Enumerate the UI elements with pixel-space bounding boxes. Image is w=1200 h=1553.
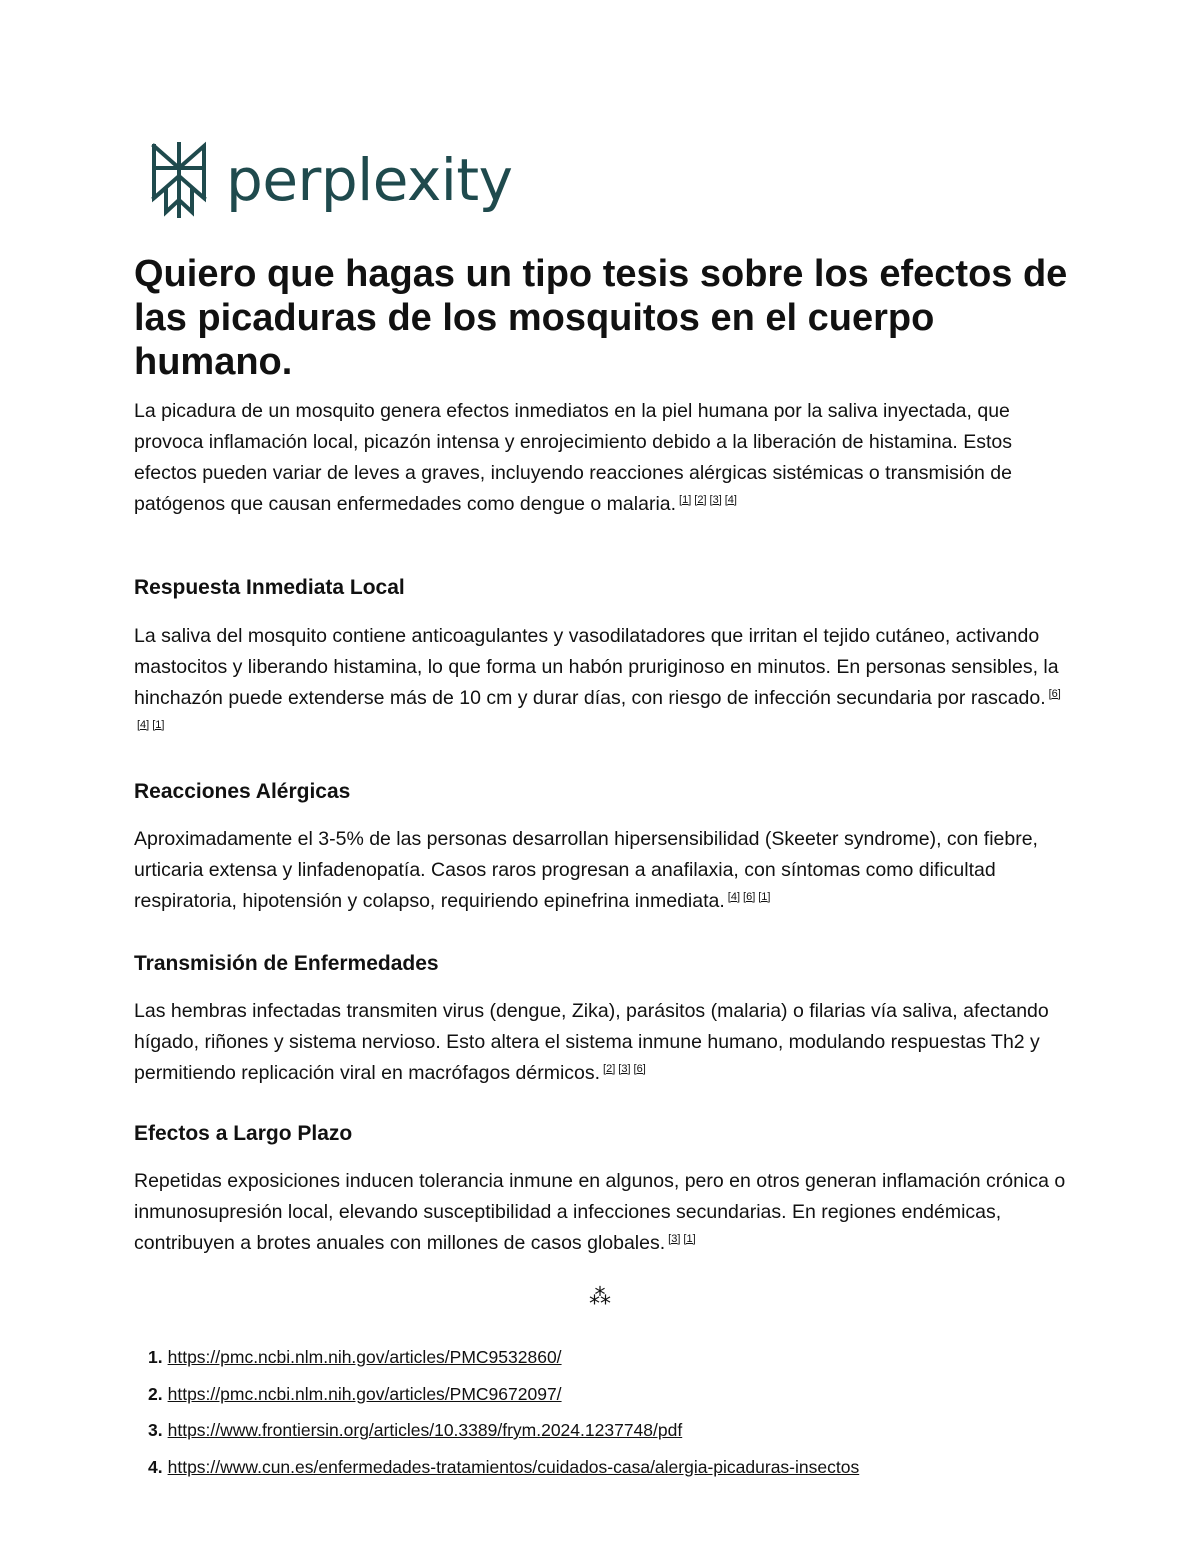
citation-link[interactable]: [1] — [679, 493, 692, 506]
citation-link[interactable]: [1] — [683, 1232, 696, 1245]
intro-text: La picadura de un mosquito genera efectos inmediatos en la piel humana por la saliva inyectada, que provoca inflamación local, picazón intensa y enrojecimiento debido a la liberación de histamina. Estos efectos pueden variar de leves a graves, incluyendo reacciones alérgicas sistémicas o transmisión de patógenos que causan enfermedades como dengue o malaria. — [134, 400, 1012, 515]
citation-link[interactable]: [1] — [758, 890, 771, 903]
section-paragraph — [134, 621, 1074, 745]
citation-link[interactable]: [3] — [709, 493, 722, 506]
reference-number: 1. — [148, 1347, 163, 1367]
section-heading: Efectos a Largo Plazo — [134, 1122, 353, 1145]
reference-link[interactable]: https://www.frontiersin.org/articles/10.3389/frym.2024.1237748/pdf — [167, 1420, 683, 1440]
brand-wordmark: perplexity — [226, 146, 513, 214]
intro-paragraph — [134, 396, 1074, 520]
reference-number: 4. — [148, 1456, 163, 1477]
section-heading: Transmisión de Enfermedades — [134, 952, 439, 975]
section-heading: Reacciones Alérgicas — [134, 780, 351, 803]
section-text: Aproximadamente el 3-5% de las personas desarrollan hipersensibilidad (Skeeter syndrome), con fiebre, urticaria extensa y linfadenopatía. Casos raros progresan a anafilaxia, con síntomas como dificultad respiratoria, hipotensión y colapso, requiriendo epinefrina inmediata. — [134, 828, 1038, 912]
reference-item — [148, 1419, 859, 1456]
reference-item — [148, 1346, 859, 1383]
reference-link[interactable]: https://pmc.ncbi.nlm.nih.gov/articles/PMC9672097/ — [167, 1383, 562, 1404]
section-paragraph — [134, 996, 1074, 1089]
section-text: Repetidas exposiciones inducen tolerancia inmune en algunos, pero en otros generan inflamación crónica o inmunosupresión local, elevando susceptibilidad a infecciones secundarias. En regiones endémicas, contribuyen a brotes anuales con millones de casos globales. — [134, 1170, 1066, 1254]
section-paragraph — [134, 1166, 1074, 1259]
citation-link[interactable]: [4] — [727, 890, 741, 903]
reference-number: 3. — [148, 1420, 163, 1440]
citation-link[interactable]: [3] — [618, 1062, 631, 1075]
perplexity-logo — [146, 140, 512, 220]
page-title: Quiero que hagas un tipo tesis sobre los efectos de las picaduras de los mosquitos en el cuerpo humano. — [134, 253, 1068, 383]
citation-link[interactable]: [6] — [1048, 687, 1061, 700]
reference-item — [148, 1456, 859, 1493]
reference-link[interactable]: https://www.cun.es/enfermedades-tratamientos/cuidados-casa/alergia-picaduras-insectos — [167, 1456, 860, 1477]
citation-link[interactable]: [2] — [694, 493, 707, 506]
citation-link[interactable]: [1] — [152, 718, 165, 731]
citation-link[interactable]: [2] — [603, 1062, 616, 1075]
reference-item — [148, 1383, 859, 1420]
section-heading: Respuesta Inmediata Local — [134, 576, 405, 599]
section-separator: ⁂ — [589, 1284, 611, 1309]
citation-link[interactable]: [4] — [137, 718, 150, 731]
section-text: Las hembras infectadas transmiten virus (dengue, Zika), parásitos (malaria) o filarias vía saliva, afectando hígado, riñones y sistema nervioso. Esto altera el sistema inmune humano, modulando respuestas Th2 y permitiendo replicación viral en macrófagos dérmicos. — [134, 1000, 1049, 1084]
references-list — [148, 1346, 859, 1492]
citation-link[interactable]: [4] — [724, 493, 737, 506]
reference-number: 2. — [148, 1383, 163, 1404]
citation-link[interactable]: [6] — [633, 1062, 646, 1075]
perplexity-logo-icon — [146, 140, 212, 220]
reference-link[interactable]: https://pmc.ncbi.nlm.nih.gov/articles/PMC9532860/ — [167, 1347, 562, 1367]
citation-link[interactable]: [3] — [668, 1232, 681, 1245]
citation-link[interactable]: [6] — [743, 890, 756, 903]
section-paragraph — [134, 824, 1074, 917]
section-text: La saliva del mosquito contiene anticoagulantes y vasodilatadores que irritan el tejido cutáneo, activando mastocitos y liberando histamina, lo que forma un habón pruriginoso en minutos. En personas sensibles, la hinchazón puede extenderse más de 10 cm y durar días, con riesgo de infección secundaria por rascado. — [134, 625, 1059, 709]
